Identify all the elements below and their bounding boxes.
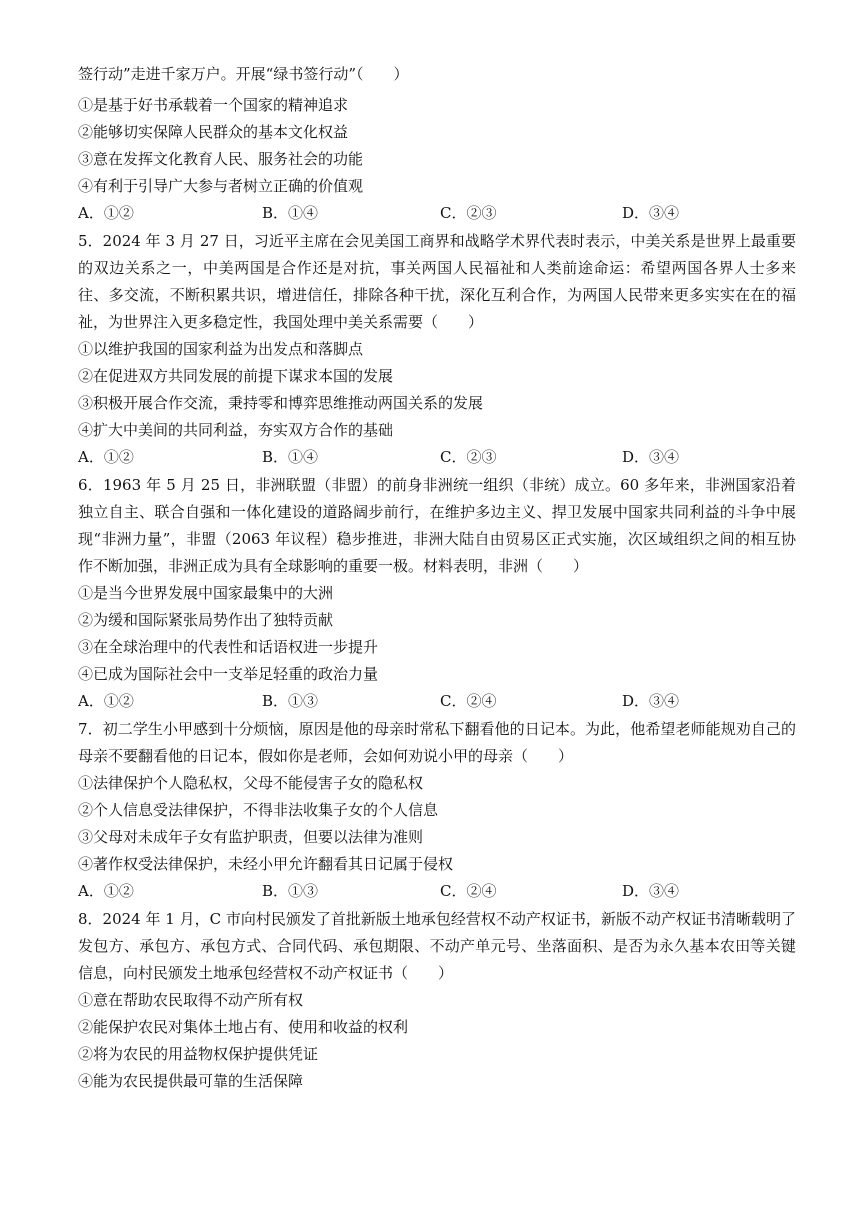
q6-options: [78, 691, 798, 711]
q8-item-3: ②将为农民的用益物权保护提供凭证: [78, 1045, 319, 1063]
q4-option-a[interactable]: A．①②: [78, 204, 134, 222]
q4-item-4: ④有利于引导广大参与者树立正确的价值观: [78, 177, 364, 195]
q5-option-a[interactable]: A．①②: [78, 448, 134, 466]
q4-stem-tail: 签行动”走进千家万户。开展“绿书签行动”（ ）: [78, 65, 409, 83]
q4-option-d[interactable]: D．③④: [622, 204, 680, 222]
q8-item-2: ②能保护农民对集体土地占有、使用和收益的权利: [78, 1018, 409, 1036]
q7-option-a[interactable]: A．①②: [78, 882, 134, 900]
q5-options: [78, 447, 798, 467]
q6-option-a[interactable]: A．①②: [78, 692, 134, 710]
q7-item-4: ④著作权受法律保护，未经小甲允许翻看其日记属于侵权: [78, 855, 454, 873]
q8-stem: 8．2024 年 1 月，C 市向村民颁发了首批新版土地承包经营权不动产权证书，新版不动产权证书清晰载明了发包方、承包方、承包方式、合同代码、承包期限、不动产单元号、坐落面积、是否为永久基本农田等关键信息，向村民颁发土地承包经营权不动产权证书（ ）: [78, 910, 796, 982]
q4-option-c[interactable]: C．②③: [440, 204, 497, 222]
q4-item-3: ③意在发挥文化教育人民、服务社会的功能: [78, 150, 364, 168]
q7-option-b[interactable]: B．①③: [262, 882, 319, 900]
q4-item-2: ②能够切实保障人民群众的基本文化权益: [78, 123, 349, 141]
q6-item-3: ③在全球治理中的代表性和话语权进一步提升: [78, 638, 379, 656]
q5-stem: 5．2024 年 3 月 27 日，习近平主席在会见美国工商界和战略学术界代表时表示，中美关系是世界上最重要的双边关系之一，中美两国是合作还是对抗，事关两国人民福祉和人类前途命运：希望两国各界人士多来往、多交流，不断积累共识，增进信任，排除各种干扰，深化互利合作，为两国人民带来更多实实在在的福祉，为世界注入更多稳定性，我国处理中美关系需要（ ）: [78, 232, 796, 331]
q6-stem: 6．1963 年 5 月 25 日，非洲联盟（非盟）的前身非洲统一组织（非统）成立。60 多年来，非洲国家沿着独立自主、联合自强和一体化建设的道路阔步前行，在维护多边主义、捍卫发展中国家共同利益的斗争中展现“非洲力量”，非盟（2063 年议程）稳步推进，非洲大陆自由贸易区正式实施，次区域组织之间的相互协作不断加强，非洲正成为具有全球影响的重要一极。材料表明，非洲（ ）: [78, 476, 796, 575]
q8-item-4: ④能为农民提供最可靠的生活保障: [78, 1072, 304, 1090]
q7-stem: 7．初二学生小甲感到十分烦恼，原因是他的母亲时常私下翻看他的日记本。为此，他希望老师能规劝自己的母亲不要翻看他的日记本，假如你是老师，会如何劝说小甲的母亲（ ）: [78, 720, 796, 765]
q5-item-1: ①以维护我国的国家利益为出发点和落脚点: [78, 340, 364, 358]
q4-option-b[interactable]: B．①④: [262, 204, 319, 222]
q7-option-c[interactable]: C．②④: [440, 882, 497, 900]
q5-option-d[interactable]: D．③④: [622, 448, 680, 466]
q7-item-1: ①法律保护个人隐私权，父母不能侵害子女的隐私权: [78, 774, 424, 792]
q8-item-1: ①意在帮助农民取得不动产所有权: [78, 991, 304, 1009]
q7-options: [78, 881, 798, 901]
q5-item-2: ②在促进双方共同发展的前提下谋求本国的发展: [78, 367, 394, 385]
q5-item-3: ③积极开展合作交流，秉持零和博弈思维推动两国关系的发展: [78, 394, 484, 412]
q5-option-b[interactable]: B．①④: [262, 448, 319, 466]
q6-option-b[interactable]: B．①③: [262, 692, 319, 710]
q6-item-1: ①是当今世界发展中国家最集中的大洲: [78, 584, 334, 602]
q5-option-c[interactable]: C．②③: [440, 448, 497, 466]
q4-item-1: ①是基于好书承载着一个国家的精神追求: [78, 96, 349, 114]
q5-item-4: ④扩大中美间的共同利益，夯实双方合作的基础: [78, 421, 394, 439]
q4-options: [78, 203, 798, 223]
q7-item-2: ②个人信息受法律保护，不得非法收集子女的个人信息: [78, 801, 439, 819]
q6-option-d[interactable]: D．③④: [622, 692, 680, 710]
q6-item-4: ④已成为国际社会中一支举足轻重的政治力量: [78, 665, 379, 683]
q6-item-2: ②为缓和国际紧张局势作出了独特贡献: [78, 611, 334, 629]
q6-option-c[interactable]: C．②④: [440, 692, 497, 710]
q7-option-d[interactable]: D．③④: [622, 882, 680, 900]
q7-item-3: ③父母对未成年子女有监护职责，但要以法律为准则: [78, 828, 424, 846]
